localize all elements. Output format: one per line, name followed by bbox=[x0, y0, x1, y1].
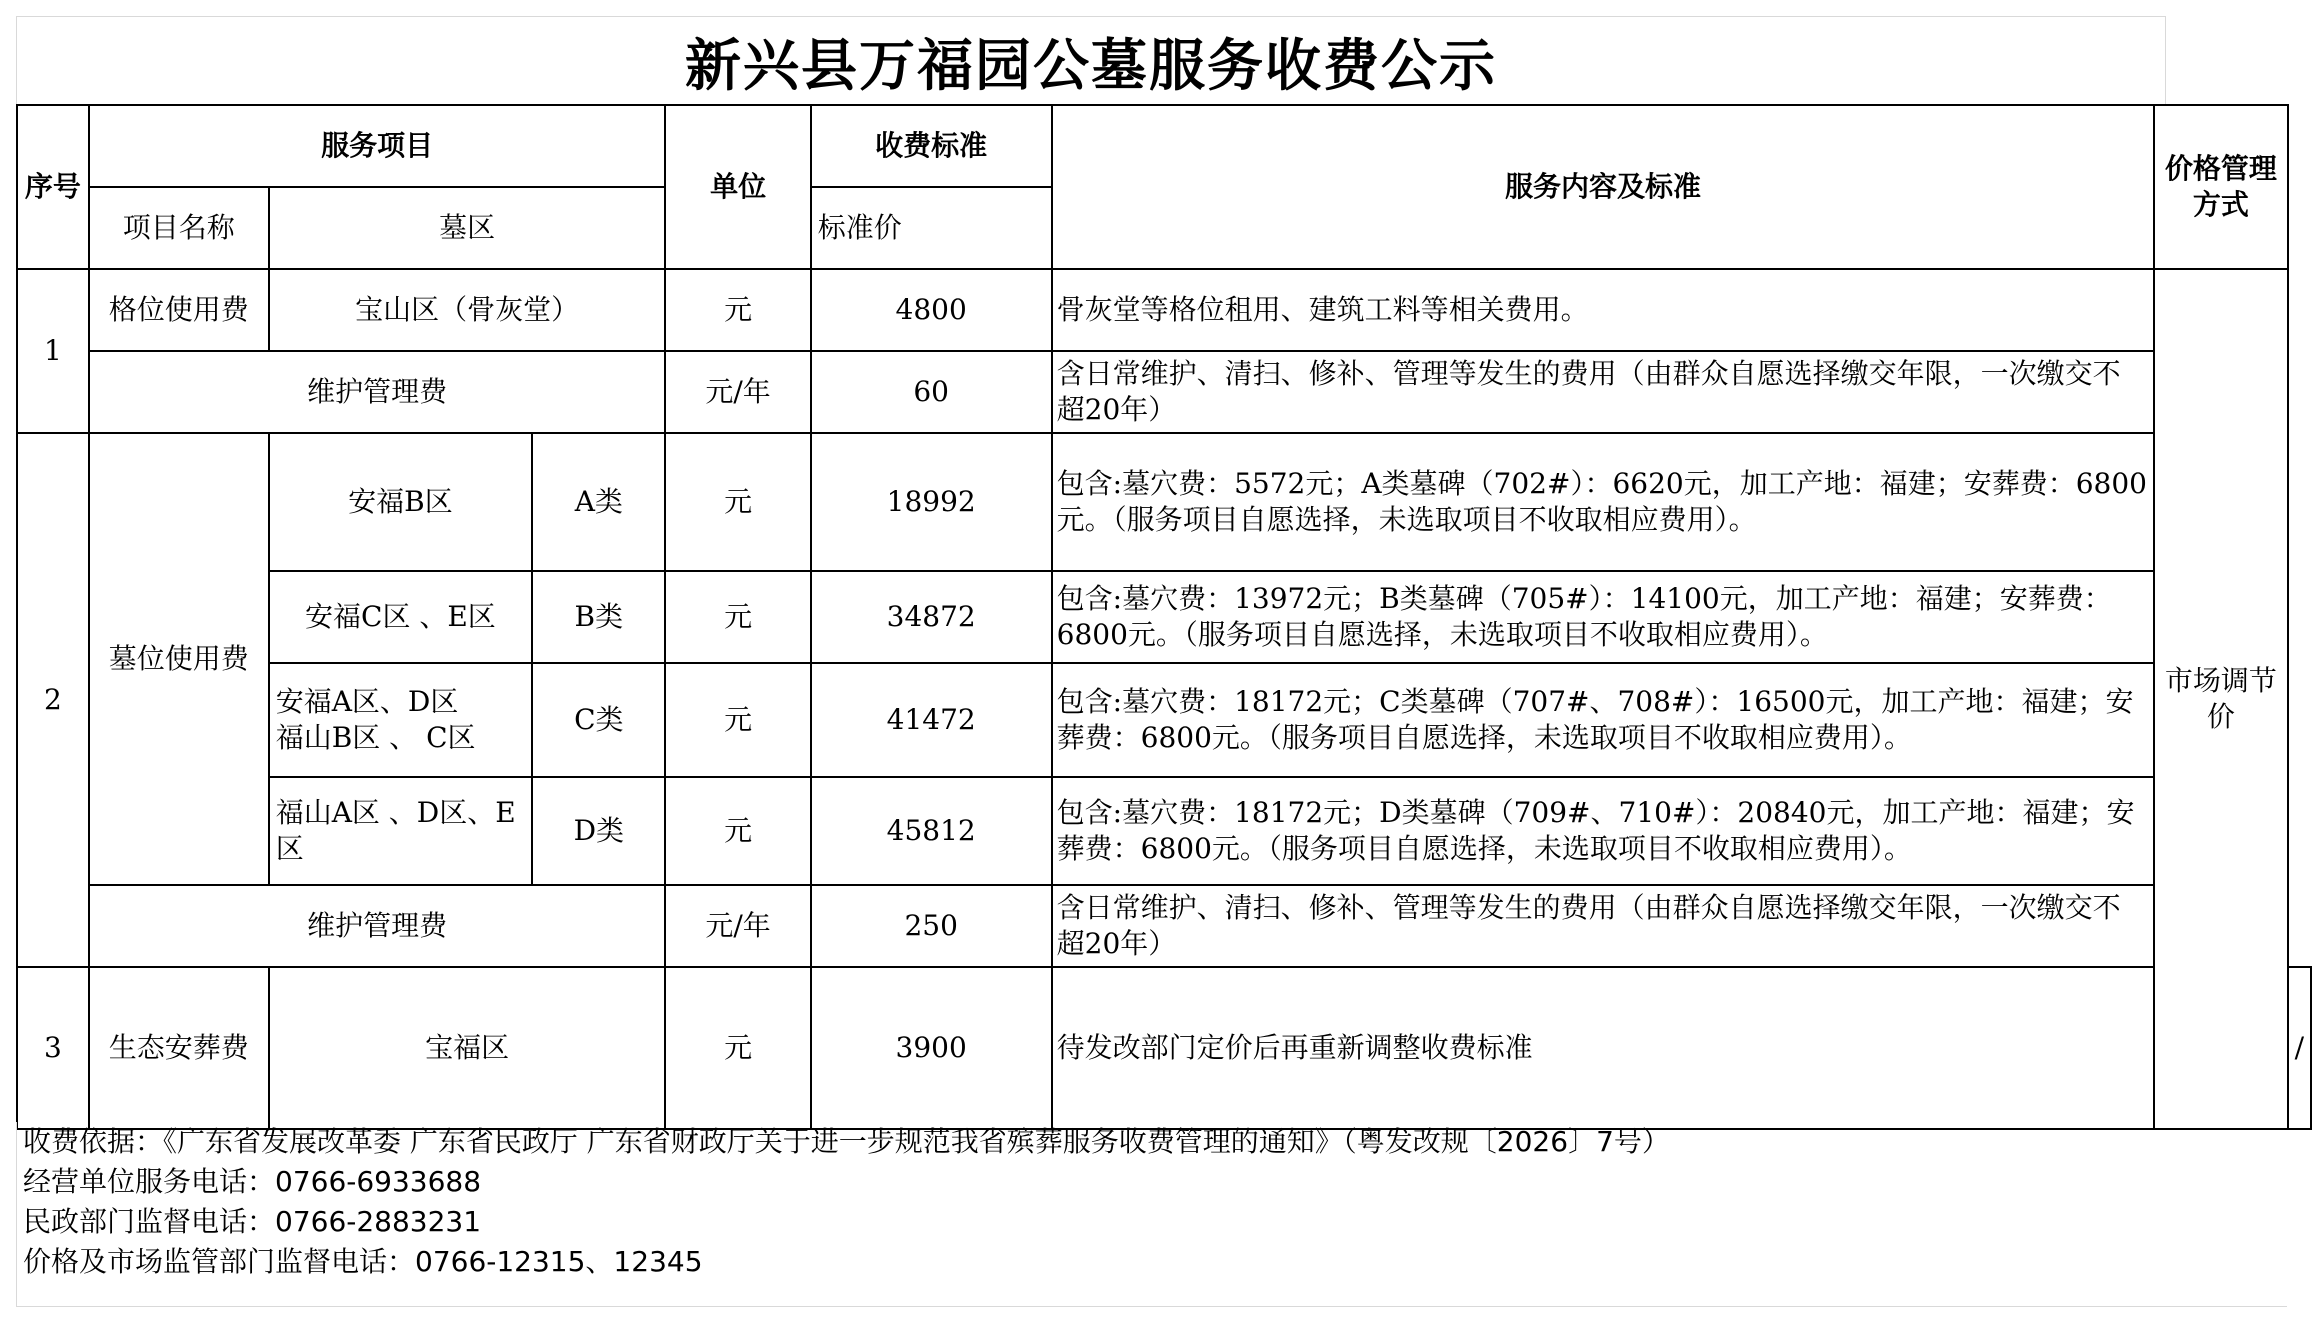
row-area: 宝山区（骨灰堂） bbox=[269, 269, 666, 351]
row-area: 安福B区 bbox=[269, 433, 532, 571]
header-content: 服务内容及标准 bbox=[1052, 105, 2155, 269]
row-class: B类 bbox=[532, 571, 665, 663]
row-description: 含日常维护、清扫、修补、管理等发生的费用（由群众自愿选择缴交年限，一次缴交不超20年） bbox=[1052, 351, 2155, 433]
table-row bbox=[17, 433, 2311, 571]
row-price: 18992 bbox=[811, 433, 1052, 571]
header-unit: 单位 bbox=[665, 105, 810, 269]
row-unit: 元 bbox=[665, 663, 810, 777]
header-seq: 序号 bbox=[17, 105, 89, 269]
row-price: 3900 bbox=[811, 967, 1052, 1129]
row-area bbox=[269, 663, 532, 777]
row-price: 41472 bbox=[811, 663, 1052, 777]
row-unit: 元 bbox=[665, 269, 810, 351]
header-std-price: 标准价 bbox=[811, 187, 1052, 269]
row-item-name: 维护管理费 bbox=[89, 885, 666, 967]
row-class: D类 bbox=[532, 777, 665, 885]
row-description: 包含:墓穴费：18172元；C类墓碑（707#、708#）：16500元，加工产地：福建；安葬费：6800元。（服务项目自愿选择，未选取项目不收取相应费用）。 bbox=[1052, 663, 2155, 777]
row-item-name: 生态安葬费 bbox=[89, 967, 269, 1129]
footer-notes bbox=[16, 1122, 2287, 1307]
row-unit: 元 bbox=[665, 967, 810, 1129]
row-item-name: 维护管理费 bbox=[89, 351, 666, 433]
row-class: A类 bbox=[532, 433, 665, 571]
market-supervision-phone-text: 价格及市场监管部门监督电话：0766-12315、12345 bbox=[23, 1245, 703, 1278]
row-price-mgmt: / bbox=[2288, 967, 2311, 1129]
row-description: 包含:墓穴费：18172元；D类墓碑（709#、710#）：20840元，加工产地：福建；安葬费：6800元。（服务项目自愿选择，未选取项目不收取相应费用）。 bbox=[1052, 777, 2155, 885]
row-price: 60 bbox=[811, 351, 1052, 433]
row-description: 包含:墓穴费：5572元；A类墓碑（702#）：6620元，加工产地：福建；安葬费：6800元。（服务项目自愿选择，未选取项目不收取相应费用）。 bbox=[1052, 433, 2155, 571]
table-row bbox=[17, 885, 2311, 967]
row-description: 骨灰堂等格位租用、建筑工料等相关费用。 bbox=[1052, 269, 2155, 351]
row-unit: 元/年 bbox=[665, 885, 810, 967]
header-service-item: 服务项目 bbox=[89, 105, 666, 187]
row-seq: 3 bbox=[17, 967, 89, 1129]
row-area-line: 福山B区 、 C区 bbox=[275, 721, 476, 754]
page-title: 新兴县万福园公墓服务收费公示 bbox=[685, 34, 1497, 99]
row-seq: 1 bbox=[17, 269, 89, 433]
row-unit: 元 bbox=[665, 571, 810, 663]
row-unit: 元 bbox=[665, 777, 810, 885]
header-fee-standard: 收费标准 bbox=[811, 105, 1052, 187]
operator-phone-text: 经营单位服务电话：0766-6933688 bbox=[23, 1165, 482, 1198]
table-row bbox=[17, 269, 2311, 351]
table-row bbox=[17, 663, 2311, 777]
row-area: 福山A区 、D区、E区 bbox=[269, 777, 532, 885]
row-item-name: 墓位使用费 bbox=[89, 433, 269, 885]
header-area: 墓区 bbox=[269, 187, 666, 269]
row-description: 待发改部门定价后再重新调整收费标准 bbox=[1052, 967, 2155, 1129]
title-row bbox=[16, 16, 2166, 105]
header-price-mgmt: 价格管理方式 bbox=[2154, 105, 2287, 269]
table-row bbox=[17, 777, 2311, 885]
row-area: 安福C区 、E区 bbox=[269, 571, 532, 663]
table-row bbox=[17, 967, 2311, 1129]
civil-affairs-phone-text: 民政部门监督电话：0766-2883231 bbox=[23, 1205, 482, 1238]
header-row-1 bbox=[17, 105, 2311, 187]
fee-table bbox=[16, 104, 2312, 1130]
row-price: 250 bbox=[811, 885, 1052, 967]
row-description: 含日常维护、清扫、修补、管理等发生的费用（由群众自愿选择缴交年限，一次缴交不超20年） bbox=[1052, 885, 2155, 967]
row-class: C类 bbox=[532, 663, 665, 777]
table-row bbox=[17, 351, 2311, 433]
row-seq: 2 bbox=[17, 433, 89, 967]
row-area-line: 安福A区、D区 bbox=[275, 685, 459, 718]
row-description: 包含:墓穴费：13972元；B类墓碑（705#）：14100元，加工产地：福建；安葬费：6800元。（服务项目自愿选择，未选取项目不收取相应费用）。 bbox=[1052, 571, 2155, 663]
row-item-name: 格位使用费 bbox=[89, 269, 269, 351]
row-price: 4800 bbox=[811, 269, 1052, 351]
row-unit: 元 bbox=[665, 433, 810, 571]
fee-basis-text: 收费依据：《广东省发展改革委 广东省民政厅 广东省财政厅关于进一步规范我省殡葬服务收费管理的通知》（粤发改规〔2026〕7号） bbox=[23, 1125, 1670, 1158]
table-row bbox=[17, 571, 2311, 663]
header-item-name: 项目名称 bbox=[89, 187, 269, 269]
row-price: 45812 bbox=[811, 777, 1052, 885]
price-mgmt-market: 市场调节价 bbox=[2154, 269, 2287, 1129]
row-price: 34872 bbox=[811, 571, 1052, 663]
row-unit: 元/年 bbox=[665, 351, 810, 433]
row-area: 宝福区 bbox=[269, 967, 666, 1129]
